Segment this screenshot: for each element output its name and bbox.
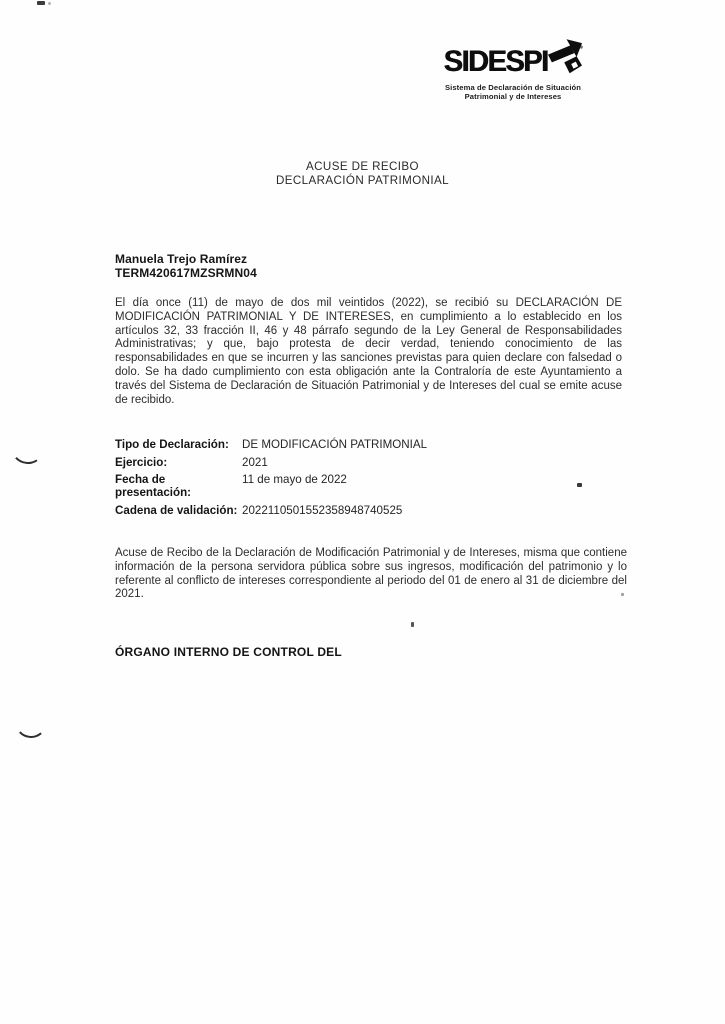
field-row-ejercicio <box>115 456 427 469</box>
field-label: Tipo de Declaración: <box>115 438 229 451</box>
logo-tagline-line1: Sistema de Declaración de Situación <box>444 83 582 92</box>
field-value: 2021 <box>242 455 268 469</box>
title-line1: ACUSE DE RECIBO <box>306 160 419 173</box>
field-row-cadena <box>115 504 427 517</box>
punch-hole-mark <box>10 435 44 466</box>
arrow-icon <box>548 37 582 77</box>
declaration-details <box>115 438 427 521</box>
logo-wordmark: SIDESPI <box>443 45 548 78</box>
scan-speck <box>577 483 582 487</box>
document-title <box>0 160 725 188</box>
field-row-tipo <box>115 438 427 451</box>
field-value: 2022110501552358948740525 <box>242 503 403 517</box>
declaration-paragraph: El día once (11) de mayo de dos mil veintidos (2022), se recibió su DECLARACIÓN DE MODIFICACIÓN PATRIMONIAL Y DE INTERESES, en cumplimiento a lo establecido en los artículos 32, 33 fracción II, 46 y 48 párrafo segundo de la Ley General de Responsabilidades Administrativas; y que, bajo protesta de decir verdad, teniendo conocimiento de las responsabilidades en que se incurren y las sanciones previstas para quien declare con falsedad o dolo. Se ha dado cumplimiento con esta obligación ante la Contraloría de este Ayuntamiento a través del Sistema de Declaración de Situación Patrimonial y de Intereses del cual se emite acuse de recibido. <box>115 297 622 406</box>
recipient-block <box>115 252 257 280</box>
field-row-fecha <box>115 473 427 499</box>
title-line2: DECLARACIÓN PATRIMONIAL <box>275 174 450 187</box>
logo-tagline-line2: Patrimonial y de Intereses <box>464 92 562 101</box>
scan-smudge-dot <box>48 2 51 5</box>
acuse-paragraph: Acuse de Recibo de la Declaración de Modificación Patrimonial y de Intereses, misma que contiene información de la persona servidora pública sobre sus ingresos, modificación del patrimonio y lo referente al conflicto de intereses correspondiente al periodo del 01 de enero al 31 de diciembre del 2021. <box>115 547 627 601</box>
logo-row <box>438 42 588 82</box>
field-label: Cadena de validación: <box>115 503 238 517</box>
sidespi-logo <box>438 42 588 101</box>
recipient-name: Manuela Trejo Ramírez <box>115 252 248 266</box>
logo-tagline <box>438 83 588 101</box>
issuer-heading: ÓRGANO INTERNO DE CONTROL DEL <box>115 645 342 659</box>
field-label: Ejercicio: <box>115 455 168 469</box>
scan-smudge <box>37 1 45 5</box>
field-value: DE MODIFICACIÓN PATRIMONIAL <box>242 438 428 451</box>
punch-hole-mark <box>14 706 48 739</box>
recipient-curp: TERM420617MZSRMN04 <box>115 266 257 280</box>
field-value: 11 de mayo de 2022 <box>242 473 347 487</box>
scan-speck <box>411 622 414 627</box>
field-label: Fecha de presentación: <box>115 473 192 500</box>
